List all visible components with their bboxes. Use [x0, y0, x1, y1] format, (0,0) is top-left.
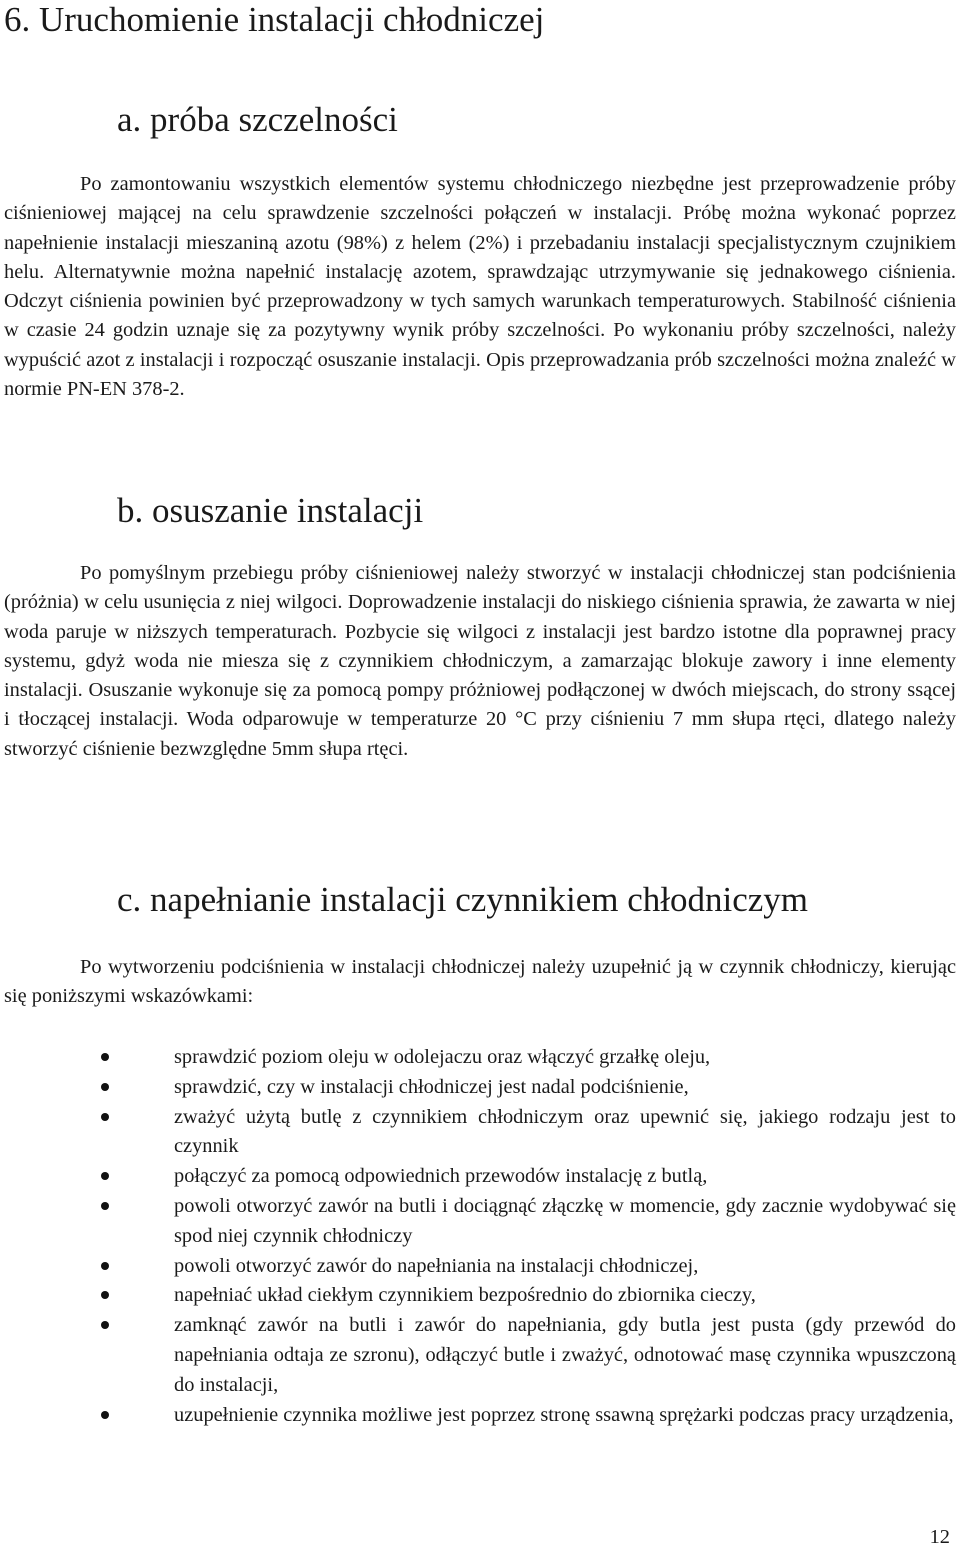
list-item [0, 1252, 960, 1282]
bullet-icon [101, 1083, 109, 1091]
list-item-text: powoli otworzyć zawór do napełniania na instalacji chłodniczej, [174, 1254, 699, 1277]
bullet-icon [101, 1202, 109, 1210]
list-item-text: zamknąć zawór na butli i zawór do napełniania, gdy butla jest pusta (gdy przewód do napełniania odtaja ze szronu), odłączyć butle i zważyć, odnotować masę czynnika wpuszczoną do instalacji, [174, 1314, 956, 1396]
list-item [0, 1073, 960, 1103]
bullet-icon [101, 1053, 109, 1061]
list-item-text: zważyć użytą butlę z czynnikiem chłodniczym oraz upewnić się, jakiego rodzaju jest to czynnik [174, 1105, 956, 1158]
bullet-icon [101, 1113, 109, 1121]
list-item-text: napełniać układ ciekłym czynnikiem bezpośrednio do zbiornika cieczy, [174, 1284, 756, 1307]
list-item [0, 1192, 960, 1252]
page-number: 12 [929, 1526, 950, 1548]
list-item [0, 1311, 960, 1400]
list-item [0, 1281, 960, 1311]
list-item [0, 1162, 960, 1192]
bullet-icon [101, 1172, 109, 1180]
section-paragraph-a: Po zamontowaniu wszystkich elementów systemu chłodniczego niezbędne jest przeprowadzenie próby ciśnieniowej mającej na celu sprawdzenie szczelności połączeń w instalacji. Próbę można wykonać poprzez napełnienie instalacji mieszaniną azotu (98%) z helem (2%) i przebadaniu instalacji specjalistycznym czujnikiem helu. Alternatywnie można napełnić instalację azotem, sprawdzając utrzymywanie się jednakowego ciśnienia. Odczyt ciśnienia powinien być przeprowadzony w tych samych warunkach temperaturowych. Stabilność ciśnienia w czasie 24 godzin uznaje się za pozytywny wynik próby szczelności. Po wykonaniu próby szczelności, należy wypuścić azot z instalacji i rozpocząć osuszanie instalacji. Opis przeprowadzania prób szczelności można znaleźć w normie PN-EN 378-2. [4, 173, 956, 401]
list-item [0, 1103, 960, 1163]
instruction-list [0, 1043, 960, 1430]
chapter-title: 6. Uruchomienie instalacji chłodniczej [4, 0, 545, 39]
list-item-text: sprawdzić poziom oleju w odolejaczu oraz włączyć grzałkę oleju, [174, 1046, 711, 1068]
bullet-icon [101, 1262, 109, 1270]
list-item-text: powoli otworzyć zawór na butli i dociągnąć złączkę w momencie, gdy zacznie wydobywać się spod niej czynnik chłodniczy [174, 1194, 956, 1247]
list-item-text: połączyć za pomocą odpowiednich przewodów instalację z butlą, [174, 1165, 708, 1188]
section-paragraph-b: Po pomyślnym przebiegu próby ciśnieniowej należy stworzyć w instalacji chłodniczej stan podciśnienia (próżnia) w celu usunięcia z niej wilgoci. Doprowadzenie instalacji do niskiego ciśnienia sprawia, że zawarta w niej woda paruje w niższych temperaturach. Pozbycie się wilgoci z instalacji jest bardzo istotne dla poprawnej pracy systemu, gdyż woda nie miesza się z czynnikiem chłodniczym, a zamarzając blokuje zawory i inne elementy instalacji. Osuszanie wykonuje się za pomocą pompy próżniowej podłączonej w dwóch miejscach, do strony ssącej i tłoczącej instalacji. Woda odparowuje w temperaturze 20 °C przy ciśnieniu 7 mm słupa rtęci, dlatego należy stworzyć ciśnienie bezwzględne 5mm słupa rtęci. [4, 562, 956, 760]
section-heading-a: a. próba szczelności [117, 100, 398, 139]
bullet-icon [101, 1321, 109, 1329]
section-paragraph-c: Po wytworzeniu podciśnienia w instalacji chłodniczej należy uzupełnić ją w czynnik chłodniczy, kierując się poniższymi wskazówkami: [4, 956, 956, 1008]
list-item-text: uzupełnienie czynnika możliwe jest poprzez stronę ssawną sprężarki podczas pracy urządzenia, [174, 1403, 954, 1426]
list-item [0, 1043, 960, 1073]
bullet-icon [101, 1411, 109, 1419]
section-heading-c: c. napełnianie instalacji czynnikiem chłodniczym [117, 880, 808, 919]
list-item-text: sprawdzić, czy w instalacji chłodniczej jest nadal podciśnienie, [174, 1075, 689, 1098]
bullet-icon [101, 1291, 109, 1299]
list-item [0, 1401, 960, 1431]
section-heading-b: b. osuszanie instalacji [117, 491, 424, 530]
